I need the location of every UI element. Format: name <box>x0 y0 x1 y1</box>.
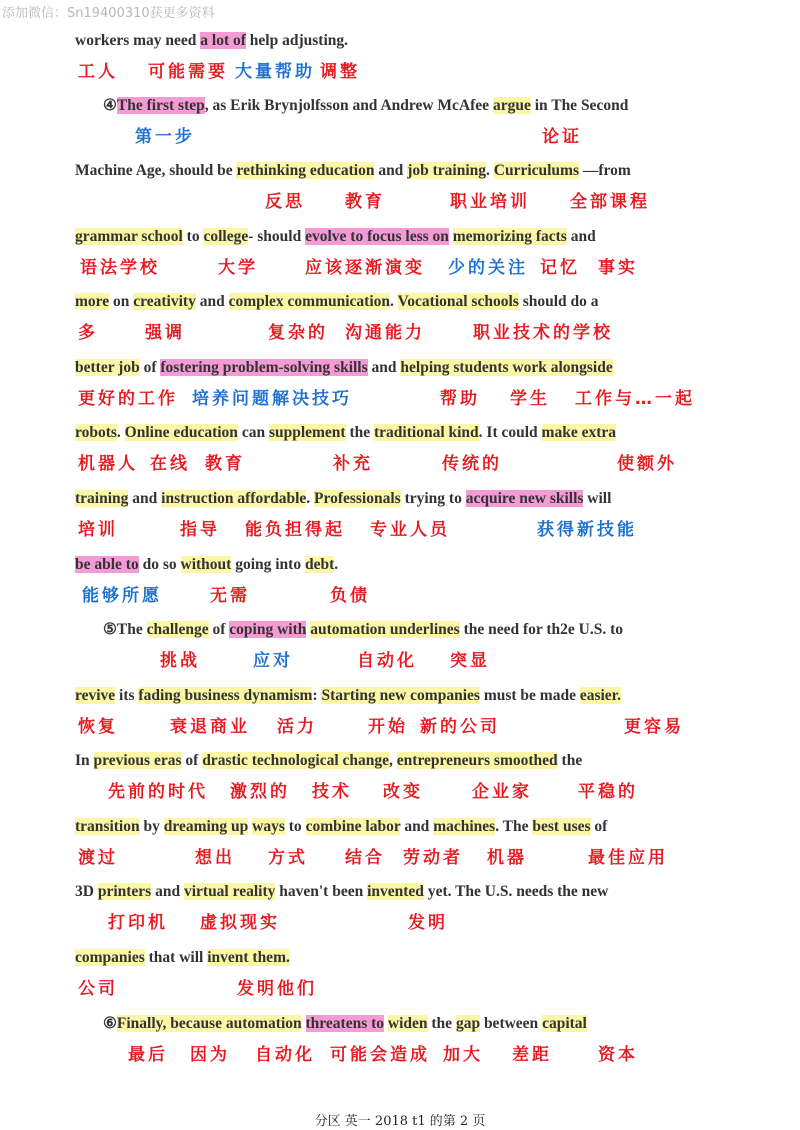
chinese-gloss: 平稳的 <box>578 782 638 802</box>
yellow-highlight: college <box>203 228 249 245</box>
text-segment: between <box>480 1015 543 1032</box>
text-segment: In <box>75 752 94 769</box>
yellow-highlight: capital <box>542 1015 587 1032</box>
pink-highlight: threatens to <box>305 1015 385 1032</box>
yellow-highlight: easier. <box>579 687 622 704</box>
pink-highlight: be able to <box>75 556 139 573</box>
yellow-highlight: virtual reality <box>183 883 276 900</box>
text-line <box>103 93 628 119</box>
chinese-gloss: 加大 <box>443 1045 483 1065</box>
chinese-gloss: 反思 <box>265 192 305 212</box>
pink-highlight: coping with <box>229 621 307 638</box>
chinese-gloss: 传统的 <box>442 454 502 474</box>
chinese-gloss: 大量帮助 <box>235 62 315 82</box>
text-segment: ④ <box>103 97 117 114</box>
chinese-gloss: 能够所愿 <box>82 586 162 606</box>
chinese-gloss: 职业技术的学校 <box>473 323 613 343</box>
chinese-gloss: 应该逐渐演变 <box>305 258 425 278</box>
chinese-gloss: 教育 <box>205 454 245 474</box>
text-segment: the <box>345 424 375 441</box>
yellow-highlight: complex communication <box>228 293 391 310</box>
chinese-gloss: 论证 <box>542 127 582 147</box>
chinese-gloss: 培训 <box>78 520 118 540</box>
text-segment: , <box>389 752 397 769</box>
yellow-highlight: automation underlines <box>310 621 460 638</box>
chinese-gloss: 发明 <box>408 913 448 933</box>
yellow-highlight: drastic technological change <box>202 752 390 769</box>
text-segment: will <box>583 490 612 507</box>
yellow-highlight: memorizing facts <box>452 228 567 245</box>
chinese-gloss: 方式 <box>268 848 308 868</box>
text-segment: workers may need <box>75 32 201 49</box>
yellow-highlight: helping students work alongside <box>400 359 613 376</box>
chinese-gloss: 自动化 <box>255 1045 315 1065</box>
text-segment: . It could <box>478 424 542 441</box>
text-line <box>75 683 621 709</box>
pink-highlight: a lot of <box>200 32 246 49</box>
text-segment: the need for th2e U.S. to <box>459 621 623 638</box>
chinese-gloss: 沟通能力 <box>345 323 425 343</box>
yellow-highlight: machines <box>433 818 496 835</box>
chinese-gloss: 差距 <box>512 1045 552 1065</box>
text-segment: must be made <box>479 687 580 704</box>
chinese-gloss: 复杂的 <box>268 323 328 343</box>
text-segment <box>302 1015 306 1032</box>
chinese-gloss: 获得新技能 <box>537 520 637 540</box>
chinese-gloss: 帮助 <box>440 389 480 409</box>
text-line <box>75 28 348 54</box>
text-segment: of <box>139 359 161 376</box>
text-segment: should do a <box>518 293 599 310</box>
text-segment: of <box>208 621 230 638</box>
chinese-gloss: 使额外 <box>617 454 677 474</box>
chinese-gloss: 学生 <box>510 389 550 409</box>
chinese-gloss: 专业人员 <box>370 520 450 540</box>
text-segment: , as Erik Brynjolfsson and Andrew McAfee <box>204 97 493 114</box>
text-segment: can <box>237 424 269 441</box>
pink-highlight: evolve to focus less on <box>305 228 449 245</box>
text-line <box>75 879 608 905</box>
chinese-gloss: 在线 <box>150 454 190 474</box>
text-segment: and <box>367 359 401 376</box>
chinese-gloss: 事实 <box>598 258 638 278</box>
text-segment: do so <box>138 556 181 573</box>
chinese-gloss: 结合 <box>345 848 385 868</box>
text-line <box>75 355 613 381</box>
text-segment: . <box>486 162 494 179</box>
yellow-highlight: entrepreneurs smoothed <box>396 752 558 769</box>
yellow-highlight: transition <box>75 818 140 835</box>
chinese-gloss: 可能会造成 <box>330 1045 430 1065</box>
text-segment: yet. The U.S. needs the new <box>423 883 609 900</box>
text-segment: help adjusting. <box>245 32 348 49</box>
chinese-gloss: 无需 <box>210 586 250 606</box>
text-line <box>75 945 290 971</box>
yellow-highlight: revive <box>75 687 116 704</box>
text-segment: Machine Age, should be <box>75 162 237 179</box>
chinese-gloss: 资本 <box>598 1045 638 1065</box>
text-segment: the <box>557 752 583 769</box>
chinese-gloss: 教育 <box>345 192 385 212</box>
chinese-gloss: 因为 <box>190 1045 230 1065</box>
yellow-highlight: best uses <box>532 818 591 835</box>
text-line <box>103 617 623 643</box>
chinese-gloss: 突显 <box>450 651 490 671</box>
text-segment: 3D <box>75 883 98 900</box>
yellow-highlight: Professionals <box>314 490 401 507</box>
pink-highlight: acquire new skills <box>465 490 584 507</box>
chinese-gloss: 企业家 <box>472 782 532 802</box>
yellow-highlight: better job <box>75 359 140 376</box>
chinese-gloss: 大学 <box>218 258 258 278</box>
chinese-gloss: 新的公司 <box>420 717 500 737</box>
chinese-gloss: 机器 <box>487 848 527 868</box>
chinese-gloss: 激烈的 <box>230 782 290 802</box>
text-segment: and <box>566 228 596 245</box>
yellow-highlight: supplement <box>268 424 346 441</box>
text-line <box>75 224 596 250</box>
text-line <box>103 1011 587 1037</box>
text-line <box>75 552 338 578</box>
yellow-highlight: dreaming up <box>163 818 249 835</box>
yellow-highlight: argue <box>492 97 531 114</box>
yellow-highlight: rethinking education <box>236 162 375 179</box>
chinese-gloss: 第一步 <box>135 127 195 147</box>
chinese-gloss: 负债 <box>330 586 370 606</box>
yellow-highlight: more <box>75 293 110 310</box>
chinese-gloss: 更好的工作 <box>78 389 178 409</box>
text-segment: and <box>151 883 184 900</box>
text-segment: : <box>312 687 322 704</box>
yellow-highlight: Vocational schools <box>397 293 519 310</box>
yellow-highlight: creativity <box>133 293 196 310</box>
yellow-highlight: invented <box>367 883 424 900</box>
yellow-highlight: without <box>180 556 232 573</box>
yellow-highlight: robots <box>75 424 117 441</box>
text-line <box>75 486 611 512</box>
chinese-gloss: 机器人 <box>78 454 138 474</box>
chinese-gloss: 工人 <box>78 62 118 82</box>
yellow-highlight: Starting new companies <box>321 687 480 704</box>
chinese-gloss: 少的关注 <box>448 258 528 278</box>
chinese-gloss: 最后 <box>128 1045 168 1065</box>
chinese-gloss: 多 <box>78 323 98 343</box>
text-segment: and <box>128 490 162 507</box>
yellow-highlight: training <box>75 490 129 507</box>
chinese-gloss: 先前的时代 <box>108 782 208 802</box>
text-segment: of <box>181 752 203 769</box>
chinese-gloss: 虚拟现实 <box>200 913 280 933</box>
text-segment: by <box>139 818 164 835</box>
yellow-highlight: challenge <box>146 621 209 638</box>
watermark: 添加微信：Sn19400310获更多资料 <box>2 6 215 21</box>
text-segment: the <box>427 1015 456 1032</box>
page-footer: 分区 英一 2018 t1 的第 2 页 <box>314 1114 486 1129</box>
chinese-gloss: 能负担得起 <box>245 520 345 540</box>
text-line <box>75 158 631 184</box>
text-line <box>75 289 599 315</box>
chinese-gloss: 工作与…一起 <box>575 389 695 409</box>
text-segment: in The Second <box>530 97 629 114</box>
chinese-gloss: 开始 <box>368 717 408 737</box>
chinese-gloss: 可能需要 <box>148 62 228 82</box>
chinese-gloss: 职业培训 <box>450 192 530 212</box>
chinese-gloss: 语法学校 <box>80 258 160 278</box>
chinese-gloss: 更容易 <box>624 717 684 737</box>
chinese-gloss: 挑战 <box>160 651 200 671</box>
text-segment: ⑤The <box>103 621 147 638</box>
chinese-gloss: 培养问题解决技巧 <box>192 389 352 409</box>
pink-highlight: fostering problem-solving skills <box>160 359 368 376</box>
text-segment: . <box>390 293 398 310</box>
chinese-gloss: 公司 <box>78 979 118 999</box>
text-segment: to <box>182 228 204 245</box>
text-line <box>75 420 616 446</box>
yellow-highlight: ways <box>252 818 285 835</box>
pink-highlight: The first step <box>116 97 205 114</box>
yellow-highlight: fading business dynamism <box>138 687 313 704</box>
chinese-gloss: 自动化 <box>357 651 417 671</box>
yellow-highlight: traditional kind <box>374 424 479 441</box>
yellow-highlight: combine labor <box>305 818 401 835</box>
text-line <box>75 748 582 774</box>
yellow-highlight: Finally, because automation <box>116 1015 302 1032</box>
chinese-gloss: 补充 <box>333 454 373 474</box>
yellow-highlight: grammar school <box>75 228 183 245</box>
yellow-highlight: invent them. <box>207 949 290 966</box>
chinese-gloss: 渡过 <box>78 848 118 868</box>
chinese-gloss: 指导 <box>180 520 220 540</box>
text-segment: and <box>400 818 434 835</box>
chinese-gloss: 想出 <box>195 848 235 868</box>
text-segment: . <box>116 424 125 441</box>
yellow-highlight: previous eras <box>93 752 182 769</box>
text-segment: haven't been <box>275 883 368 900</box>
chinese-gloss: 发明他们 <box>237 979 317 999</box>
yellow-highlight: Online education <box>124 424 238 441</box>
text-segment: trying to <box>400 490 466 507</box>
text-segment: to <box>284 818 306 835</box>
chinese-gloss: 劳动者 <box>403 848 463 868</box>
chinese-gloss: 调整 <box>320 62 360 82</box>
yellow-highlight: widen <box>387 1015 428 1032</box>
text-segment: that will <box>144 949 208 966</box>
chinese-gloss: 活力 <box>277 717 317 737</box>
text-segment: . <box>334 556 339 573</box>
text-segment: on <box>109 293 134 310</box>
text-segment: . The <box>495 818 533 835</box>
yellow-highlight: job training <box>407 162 486 179</box>
text-segment: - should <box>248 228 306 245</box>
text-segment: its <box>115 687 139 704</box>
yellow-highlight: gap <box>455 1015 481 1032</box>
text-segment: —from <box>579 162 631 179</box>
yellow-highlight: Curriculums <box>493 162 579 179</box>
chinese-gloss: 恢复 <box>78 717 118 737</box>
text-segment: and <box>195 293 229 310</box>
yellow-highlight: companies <box>75 949 145 966</box>
chinese-gloss: 全部课程 <box>570 192 650 212</box>
text-segment: going into <box>231 556 305 573</box>
yellow-highlight: make extra <box>541 424 617 441</box>
text-line <box>75 814 607 840</box>
chinese-gloss: 改变 <box>383 782 423 802</box>
text-segment: ⑥ <box>103 1015 117 1032</box>
chinese-gloss: 最佳应用 <box>588 848 668 868</box>
yellow-highlight: instruction affordable <box>161 490 307 507</box>
chinese-gloss: 技术 <box>312 782 352 802</box>
chinese-gloss: 应对 <box>253 651 293 671</box>
text-segment: and <box>374 162 408 179</box>
chinese-gloss: 打印机 <box>108 913 168 933</box>
yellow-highlight: debt <box>304 556 335 573</box>
chinese-gloss: 强调 <box>145 323 185 343</box>
text-segment: . <box>306 490 314 507</box>
chinese-gloss: 记忆 <box>540 258 580 278</box>
yellow-highlight: printers <box>97 883 152 900</box>
text-segment: of <box>590 818 608 835</box>
chinese-gloss: 衰退商业 <box>170 717 250 737</box>
